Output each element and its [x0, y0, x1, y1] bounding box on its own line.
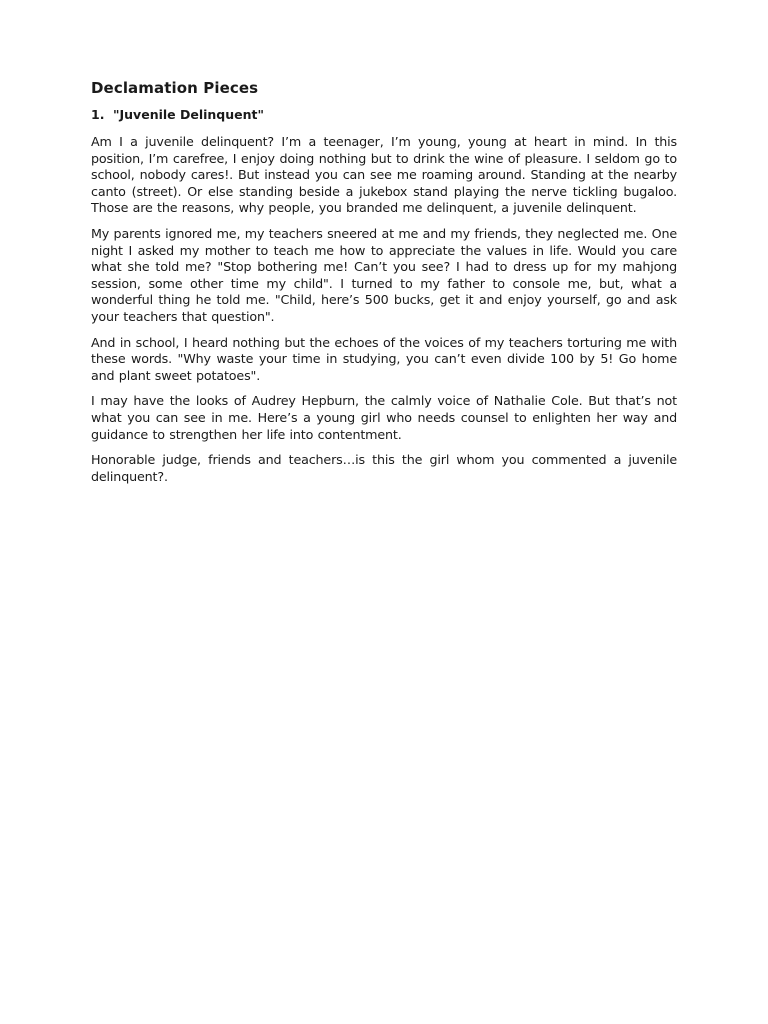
section-number: 1.: [91, 107, 105, 122]
paragraph-2: My parents ignored me, my teachers sneered at me and my friends, they neglected me. One night I asked my mother to teach me how to appreciate the values in life. Would you care what she told me? "Stop bothering me! Can’t you see? I had to dress up for my mahjong session, some other time my child". I turned to my father to console me, but, what a wonderful thing he told me. "Child, here’s 500 bucks, get it and enjoy yourself, go and ask your teachers that question".: [91, 225, 677, 324]
paragraph-1: Am I a juvenile delinquent? I’m a teenager, I’m young, young at heart in mind. In this position, I’m carefree, I enjoy doing nothing but to drink the wine of pleasure. I seldom go to school, nobody cares!. But instead you can see me roaming around. Standing at the nearby canto (street). Or else standing beside a jukebox stand playing the nerve tickling bugaloo. Those are the reasons, why people, you branded me delinquent, a juvenile delinquent.: [91, 134, 677, 216]
paragraph-5: Honorable judge, friends and teachers…is this the girl whom you commented a juvenile delinquent?.: [91, 452, 677, 484]
document-title: Declamation Pieces: [91, 79, 259, 97]
section-heading: [91, 106, 677, 123]
section-heading-text: "Juvenile Delinquent": [113, 107, 265, 122]
paragraph-4: I may have the looks of Audrey Hepburn, the calmly voice of Nathalie Cole. But that’s not what you can see in me. Here’s a young girl who needs counsel to enlighten her way and guidance to strengthen her life into contentment.: [91, 393, 677, 442]
paragraph-3: And in school, I heard nothing but the echoes of the voices of my teachers torturing me with these words. "Why waste your time in studying, you can’t even divide 100 by 5! Go home and plant sweet potatoes".: [91, 334, 677, 383]
